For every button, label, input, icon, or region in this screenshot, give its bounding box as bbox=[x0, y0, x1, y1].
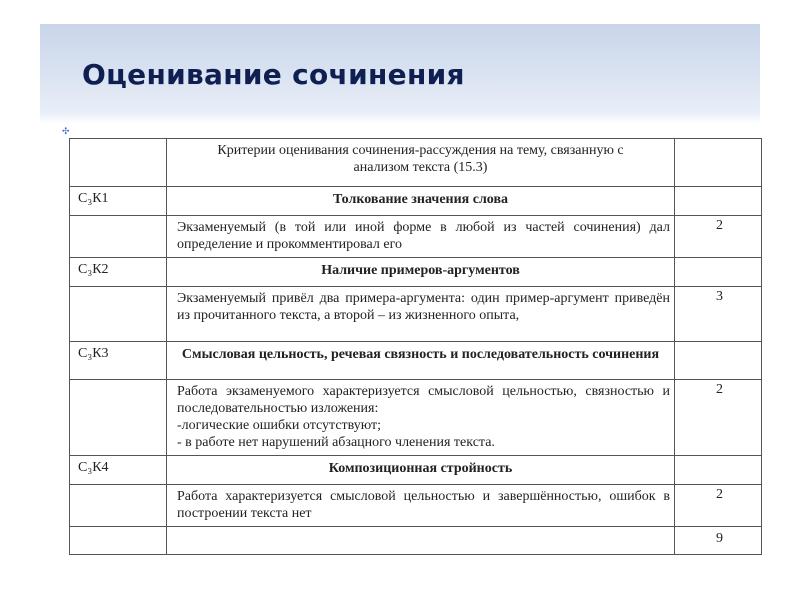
criterion-row bbox=[70, 258, 762, 287]
description-line: - в работе нет нарушений абзацного членения текста. bbox=[177, 435, 495, 450]
criterion-description: Экзаменуемый привёл два примера-аргумента: один пример-аргумент приведён из прочитанного текста, а второй – из жизненного опыта, bbox=[177, 291, 670, 323]
criterion-score: 2 bbox=[716, 382, 723, 397]
criterion-title: Толкование значения слова bbox=[332, 192, 509, 207]
criteria-table bbox=[69, 138, 762, 555]
header-title-cell bbox=[167, 139, 675, 187]
criterion-description: Работа характеризуется смысловой цельностью и завершённостью, ошибок в построении текста нет bbox=[177, 489, 670, 521]
description-line: Работа экзаменуемого характеризуется смысловой цельностью, связностью и последовательностью изложения: bbox=[177, 384, 670, 416]
header-code-cell bbox=[70, 139, 167, 187]
criterion-code: С₃К2 bbox=[78, 262, 109, 277]
description-row bbox=[70, 485, 762, 527]
criterion-description bbox=[167, 380, 674, 455]
criterion-score: 2 bbox=[716, 218, 723, 233]
total-row bbox=[70, 527, 762, 555]
criterion-title: Смысловая цельность, речевая связность и последовательность сочинения bbox=[181, 347, 660, 362]
criterion-score: 2 bbox=[716, 487, 723, 502]
criterion-title: Композиционная стройность bbox=[328, 461, 513, 476]
header-score-cell bbox=[675, 139, 762, 187]
table-header-text: Критерии оценивания сочинения-рассуждения на тему, связанную с анализом текста (15.3) bbox=[217, 143, 624, 175]
description-line: -логические ошибки отсутствуют; bbox=[177, 418, 382, 433]
criterion-code: С₃К1 bbox=[78, 191, 109, 206]
criterion-row bbox=[70, 187, 762, 216]
criterion-code: С₃К4 bbox=[78, 460, 109, 475]
criterion-description: Экзаменуемый (в той или иной форме в любой из частей сочинения) дал определение и прокомментировал его bbox=[177, 220, 670, 252]
description-row bbox=[70, 380, 762, 456]
table-header-row bbox=[70, 139, 762, 187]
criterion-score: 3 bbox=[716, 289, 723, 304]
criterion-code: С₃К3 bbox=[78, 346, 109, 361]
criterion-row bbox=[70, 342, 762, 380]
slide-title: Оценивание сочинения bbox=[82, 58, 465, 91]
criterion-title: Наличие примеров-аргументов bbox=[321, 263, 520, 278]
description-row bbox=[70, 287, 762, 342]
description-row bbox=[70, 216, 762, 258]
total-score: 9 bbox=[716, 531, 723, 546]
anchor-icon: ✣ bbox=[62, 127, 70, 137]
criterion-row bbox=[70, 456, 762, 485]
